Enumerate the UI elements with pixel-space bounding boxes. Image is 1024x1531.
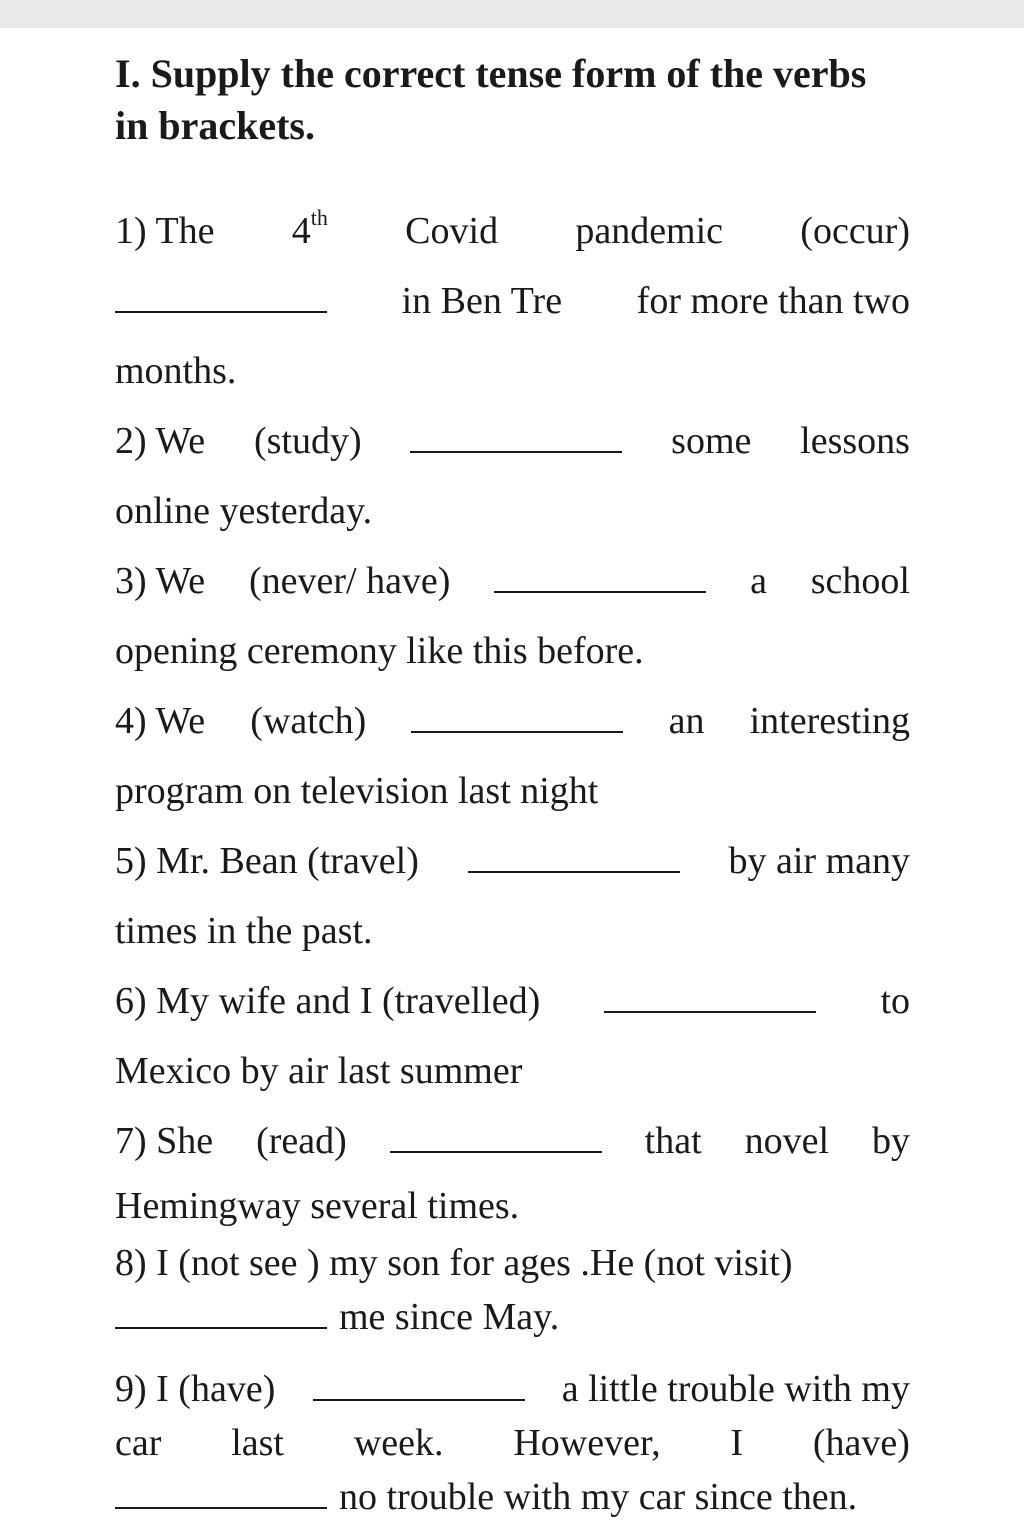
question-5 [115,826,910,966]
word: 7) She [115,1120,214,1162]
answer-blank[interactable] [410,423,622,453]
text: months. [115,350,237,392]
text: a little trouble with my [561,1368,910,1410]
word: some [671,420,752,462]
question-6 [115,966,910,1106]
text: times in the past. [115,910,373,952]
question-4 [115,686,910,826]
top-bar [0,0,1024,28]
text: 5) Mr. Bean (travel) [115,840,419,882]
word: last [231,1422,284,1464]
answer-blank[interactable] [468,843,680,873]
word: a [750,560,767,602]
answer-blank[interactable] [115,1299,327,1329]
answer-blank[interactable] [604,983,816,1013]
verb-hint: (occur) [800,210,910,252]
text: Hemingway several times. [115,1185,520,1227]
word: interesting [749,700,910,742]
answer-blank[interactable] [411,703,623,733]
question-2 [115,406,910,546]
word: week. [353,1422,444,1464]
answer-blank[interactable] [390,1123,602,1153]
word: lessons [800,420,910,462]
word: by [871,1120,910,1162]
text: 8) I (not see ) my son for ages .He (not visit) [115,1242,793,1284]
word: to [880,980,910,1022]
answer-blank[interactable] [115,1479,327,1509]
text: me since May. [339,1296,560,1338]
answer-blank[interactable] [494,563,706,593]
word: pandemic [575,210,724,252]
word: car [115,1422,162,1464]
answer-blank[interactable] [313,1371,525,1401]
word: However, [513,1422,661,1464]
verb-hint: (read) [256,1120,347,1162]
title-line-1: I. Supply the correct tense form of the verbs [115,51,867,96]
word: 4) We [115,700,206,742]
verb-hint: (have) [812,1422,910,1464]
worksheet [115,48,910,1524]
question-7 [115,1106,910,1236]
text: program on television last night [115,770,599,812]
word: school [810,560,910,602]
word: 2) We [115,420,206,462]
text: in Ben Tre [401,280,563,322]
text: for more than two [636,280,910,322]
word: 4th [291,205,328,252]
verb-hint: (watch) [250,700,367,742]
question-9 [115,1362,910,1524]
word: an [668,700,705,742]
verb-hint: (never/ have) [248,560,451,602]
word: Covid [405,210,499,252]
word: novel [744,1120,830,1162]
text: Mexico by air last summer [115,1050,523,1092]
question-1 [115,196,910,406]
exercise-title [115,48,910,152]
word: 3) We [115,560,206,602]
question-8 [115,1236,910,1344]
question-3 [115,546,910,686]
text: opening ceremony like this before. [115,630,644,672]
text: no trouble with my car since then. [339,1476,858,1518]
text: 9) I (have) [115,1368,276,1410]
answer-blank[interactable] [115,283,327,313]
title-line-2: in brackets. [115,103,315,148]
word: that [644,1120,702,1162]
verb-hint: (study) [253,420,362,462]
text: 6) My wife and I (travelled) [115,980,541,1022]
word: 1) The [115,210,215,252]
text: online yesterday. [115,490,373,532]
word: I [730,1422,744,1464]
text: by air many [728,840,910,882]
